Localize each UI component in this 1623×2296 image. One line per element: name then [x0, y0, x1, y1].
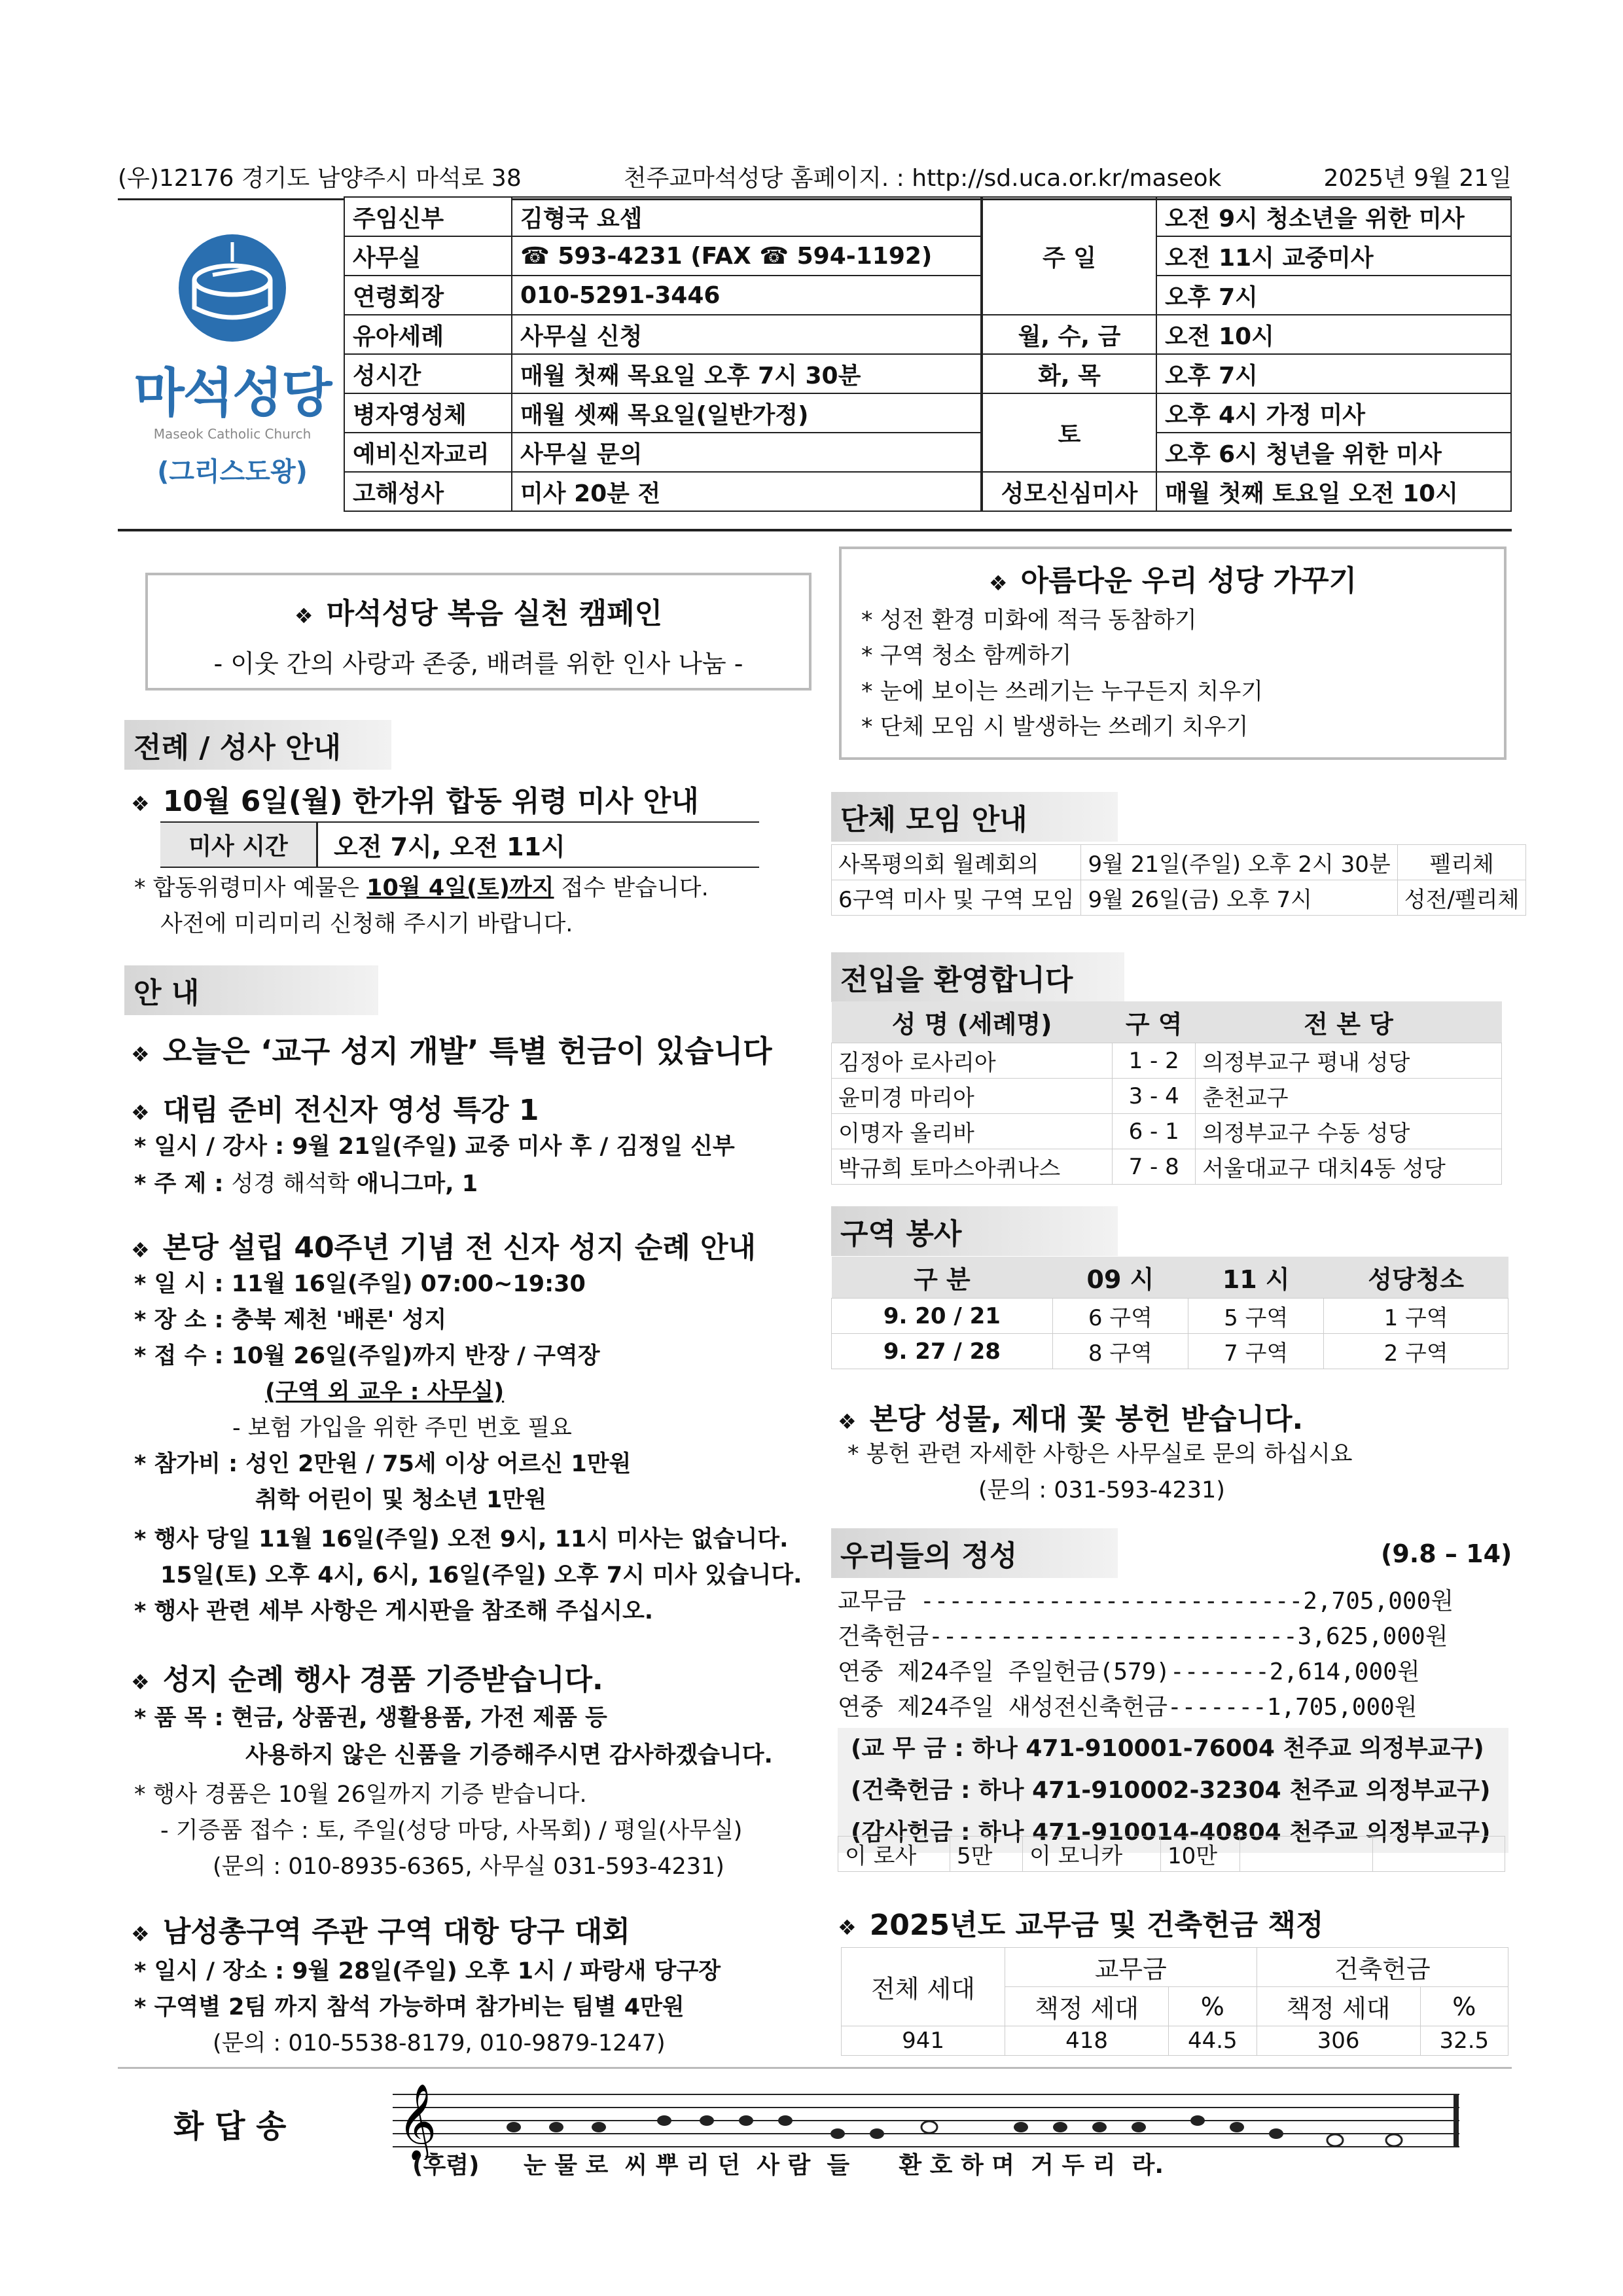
offering-line: 교무금 ---------------------------2,705,000원 — [838, 1588, 1454, 1615]
info-row — [344, 472, 981, 511]
first-saturday-label: 성모신심미사 — [982, 472, 1156, 511]
pilgrimage-line: * 행사 당일 11월 16일(주일) 오전 9시, 11시 미사는 없습니다. — [134, 1526, 789, 1552]
account-box — [838, 1728, 1508, 1853]
gift-line: 사용하지 않은 신품을 기증해주시면 감사하겠습니다. — [245, 1742, 773, 1768]
flowers-line: (문의 : 031-593-4231) — [978, 1477, 1225, 1503]
harvest-mass-title: ❖ 10월 6일(월) 한가위 합동 위령 미사 안내 — [131, 778, 699, 819]
info-value: 사무실 문의 — [512, 433, 981, 472]
table-row: 9. 27 / 28 8 구역 7 구역 2 구역 — [832, 1334, 1508, 1369]
table-row: 6구역 미사 및 구역 모임 9월 26일(금) 오후 7시 성전/펠리체 — [832, 880, 1526, 916]
pilgrimage-line: * 참가비 : 성인 2만원 / 75세 이상 어르신 1만원 — [134, 1451, 632, 1477]
church-name: 마석성당 — [134, 363, 331, 423]
table-row: 박규희 토마스아퀴나스 7 - 8 서울대교구 대치4동 성당 — [832, 1149, 1502, 1185]
notice-section-header: 안 내 — [124, 965, 378, 1015]
beautify-item: * 성전 환경 미화에 적극 동참하기 — [861, 607, 1197, 634]
saturday-mass-2: 오후 6시 청년을 위한 미사 — [1156, 433, 1511, 472]
mwf-mass: 오전 10시 — [1156, 315, 1511, 354]
pilgrimage-line: - 보험 가입을 위한 주민 번호 필요 — [232, 1415, 572, 1441]
info-value: 사무실 신청 — [512, 315, 981, 354]
thanks-offering-table: 이 로사 5만 이 모니카 10만 — [838, 1836, 1505, 1872]
info-label: 연령회장 — [344, 276, 512, 315]
account-line: (교 무 금 : 하나 471-910001-76004 천주교 의정부교구) — [851, 1735, 1484, 1762]
campaign-subtitle: - 이웃 간의 사랑과 존중, 배려를 위한 인사 나눔 - — [213, 649, 743, 678]
billiard-line: * 구역별 2팀 까지 참석 가능하며 참가비는 팀별 4만원 — [134, 1994, 685, 2020]
mwf-label: 월, 수, 금 — [982, 315, 1156, 354]
info-label: 유아세례 — [344, 315, 512, 354]
service-table: 구 분 09 시 11 시 성당청소 9. 20 / 21 6 구역 5 구역 1 구역 9. 27 / 28 8 구역 7 구역 2 구역 — [831, 1257, 1508, 1369]
groups-table — [831, 844, 1526, 916]
first-saturday-mass: 매월 첫째 토요일 오전 10시 — [1156, 472, 1511, 511]
gift-line: * 행사 경품은 10월 26일까지 기증 받습니다. — [134, 1782, 587, 1808]
info-label: 사무실 — [344, 236, 512, 276]
info-value: 김형국 요셉 — [512, 197, 981, 236]
billiard-title: ❖ 남성총구역 주관 구역 대항 당구 대회 — [131, 1908, 630, 1950]
flowers-title: ❖ 본당 성물, 제대 꽃 봉헌 받습니다. — [838, 1395, 1303, 1437]
info-label: 주임신부 — [344, 197, 512, 236]
pilgrimage-line: 취학 어린이 및 청소년 1만원 — [255, 1487, 547, 1513]
offering-line: 연중 제24주일 주일헌금(579)-------2,614,000원 — [838, 1659, 1420, 1685]
info-label: 성시간 — [344, 354, 512, 393]
special-collection-notice: ❖ 오늘은 ‘교구 성지 개발’ 특별 헌금이 있습니다 — [131, 1028, 772, 1071]
church-emblem-icon — [173, 229, 291, 347]
parish-info-table — [344, 196, 982, 512]
psalm-label: 화 답 송 — [173, 2108, 287, 2145]
header-divider — [118, 529, 1512, 531]
table-row: 사목평의회 월례회의 9월 21일(주일) 오후 2시 30분 펠리체 — [832, 845, 1526, 880]
info-row — [344, 354, 981, 393]
account-line: (감사헌금 : 하나 471-910014-40804 천주교 의정부교구) — [851, 1818, 1491, 1846]
welcome-table: 성 명 (세례명) 구 역 전 본 당 김정아 로사리아 1 - 2 의정부교구 평내 성당 윤미경 마리아 3 - 4 춘천교구 이명자 올리바 6 - 1 의정부교구 수동 성당 박규희 토마스아퀴나스 7 - 8 서울대교구 대치4동 성당 — [831, 1001, 1502, 1185]
pilgrimage-line: * 접 수 : 10월 26일(주일)까지 반장 / 구역장 — [134, 1343, 600, 1369]
service-section-header: 구역 봉사 — [831, 1206, 1118, 1256]
gift-line: - 기증품 접수 : 토, 주일(성당 마당, 사목회) / 평일(사무실) — [160, 1818, 743, 1844]
svg-text:𝄞: 𝄞 — [398, 2083, 437, 2159]
dues-table: 전체 세대 교무금 건축헌금 책정 세대 % 책정 세대 % 941 418 44.5 306 32.5 — [841, 1947, 1508, 2056]
pilgrimage-line: (구역 외 교우 : 사무실) — [265, 1379, 505, 1405]
table-row: 9. 20 / 21 6 구역 5 구역 1 구역 — [832, 1299, 1508, 1334]
info-row — [344, 197, 981, 236]
offering-line: 연중 제24주일 새성전신축헌금-------1,705,000원 — [838, 1694, 1418, 1721]
billiard-line: (문의 : 010-5538-8179, 010-9879-1247) — [213, 2030, 666, 2056]
table-row: 김정아 로사리아 1 - 2 의정부교구 평내 성당 — [832, 1043, 1502, 1079]
address: (우)12176 경기도 남양주시 마석로 38 — [118, 165, 522, 192]
info-value: ☎ 593-4231 (FAX ☎ 594-1192) — [512, 236, 981, 276]
sunday-mass-1: 오전 9시 청소년을 위한 미사 — [1156, 197, 1511, 236]
church-patron: (그리스도왕) — [157, 457, 308, 487]
beautify-item: * 눈에 보이는 쓰레기는 누구든지 치우기 — [861, 678, 1264, 705]
flowers-line: * 봉헌 관련 자세한 사항은 사무실로 문의 하십시요 — [847, 1441, 1353, 1467]
info-label: 병자영성체 — [344, 393, 512, 433]
lecture-line: * 일시 / 강사 : 9월 21일(주일) 교중 미사 후 / 김정일 신부 — [134, 1134, 735, 1160]
info-row — [344, 276, 981, 315]
church-logo — [124, 203, 340, 504]
mass-time-label: 미사 시간 — [160, 822, 317, 867]
offering-section-header: 우리들의 정성 — [831, 1528, 1118, 1578]
beautify-item: * 구역 청소 함께하기 — [861, 643, 1072, 670]
header-bar — [118, 160, 1512, 200]
pilgrimage-line: * 행사 관련 세부 사항은 게시판을 참조해 주십시오. — [134, 1598, 654, 1624]
info-value: 매월 첫째 목요일 오후 7시 30분 — [512, 354, 981, 393]
pilgrimage-line: * 일 시 : 11월 16일(주일) 07:00~19:30 — [134, 1271, 586, 1297]
campaign-box — [145, 573, 812, 691]
homepage: 천주교마석성당 홈페이지. : http://sd.uca.or.kr/maseok — [623, 165, 1222, 192]
info-value: 010-5291-3446 — [512, 276, 981, 315]
gift-line: * 품 목 : 현금, 상품권, 생활용품, 가전 제품 등 — [134, 1705, 607, 1731]
issue-date: 2025년 9월 21일 — [1323, 165, 1512, 192]
psalm-lyrics: 눈 물 로 씨 뿌 리 던 사 람 들 환 호 하 며 거 두 리 라. — [524, 2152, 1164, 2179]
psalm-refrain: (후렴) — [412, 2152, 480, 2179]
mass-schedule-table — [982, 196, 1512, 512]
info-label: 예비신자교리 — [344, 433, 512, 472]
table-row: 941 418 44.5 306 32.5 — [842, 2026, 1508, 2056]
harvest-note: * 합동위령미사 예물은 10월 4일(토)까지 접수 받습니다. — [134, 875, 709, 901]
tt-mass: 오후 7시 — [1156, 354, 1511, 393]
saturday-label: 토 — [982, 393, 1156, 472]
info-row — [344, 315, 981, 354]
sunday-mass-2: 오전 11시 교중미사 — [1156, 236, 1511, 276]
info-value: 미사 20분 전 — [512, 472, 981, 511]
liturgy-section-header: 전례 / 성사 안내 — [124, 720, 391, 770]
mass-time-value: 오전 7시, 오전 11시 — [334, 833, 565, 861]
harvest-mass-time — [160, 821, 759, 868]
welcome-section-header: 전입을 환영합니다 — [831, 952, 1124, 1002]
tt-label: 화, 목 — [982, 354, 1156, 393]
lecture-topic: * 주 제 : 성경 해석학 애니그마, 1 — [134, 1171, 478, 1197]
offering-period: (9.8 – 14) — [1381, 1539, 1512, 1568]
campaign-title: ❖ 마석성당 복음 실천 캠페인 — [148, 590, 809, 632]
lecture-title: ❖ 대림 준비 전신자 영성 특강 1 — [131, 1086, 539, 1128]
harvest-note-2: 사전에 미리미리 신청해 주시기 바랍니다. — [160, 911, 573, 937]
gift-title: ❖ 성지 순례 행사 경품 기증받습니다. — [131, 1656, 603, 1698]
info-value: 매월 셋째 목요일(일반가정) — [512, 393, 981, 433]
saturday-mass-1: 오후 4시 가정 미사 — [1156, 393, 1511, 433]
pilgrimage-line: * 장 소 : 충북 제천 '배론' 성지 — [134, 1307, 447, 1333]
table-row: 윤미경 마리아 3 - 4 춘천교구 — [832, 1079, 1502, 1114]
beautify-title: ❖ 아름다운 우리 성당 가꾸기 — [842, 557, 1504, 599]
billiard-line: * 일시 / 장소 : 9월 28일(주일) 오후 1시 / 파랑새 당구장 — [134, 1958, 721, 1984]
beautify-box — [839, 547, 1507, 760]
dues-title: ❖ 2025년도 교무금 및 건축헌금 책정 — [838, 1901, 1323, 1943]
groups-section-header: 단체 모임 안내 — [831, 792, 1118, 842]
info-row — [344, 433, 981, 472]
pilgrimage-line: 15일(토) 오후 4시, 6시, 16일(주일) 오후 7시 미사 있습니다. — [160, 1562, 802, 1588]
beautify-item: * 단체 모임 시 발생하는 쓰레기 치우기 — [861, 713, 1249, 740]
sunday-label: 주 일 — [982, 197, 1156, 315]
account-line: (건축헌금 : 하나 471-910002-32304 천주교 의정부교구) — [851, 1776, 1491, 1804]
info-row — [344, 236, 981, 276]
footer-divider — [118, 2067, 1512, 2069]
sunday-mass-3: 오후 7시 — [1156, 276, 1511, 315]
offering-line: 건축헌금--------------------------3,625,000원 — [838, 1623, 1448, 1650]
info-row — [344, 393, 981, 433]
table-row: 이명자 올리바 6 - 1 의정부교구 수동 성당 — [832, 1114, 1502, 1149]
pilgrimage-title: ❖ 본당 설립 40주년 기념 전 신자 성지 순례 안내 — [131, 1224, 756, 1266]
info-label: 고해성사 — [344, 472, 512, 511]
gift-line: (문의 : 010-8935-6365, 사무실 031-593-4231) — [213, 1854, 724, 1880]
church-name-english: Maseok Catholic Church — [153, 426, 312, 442]
